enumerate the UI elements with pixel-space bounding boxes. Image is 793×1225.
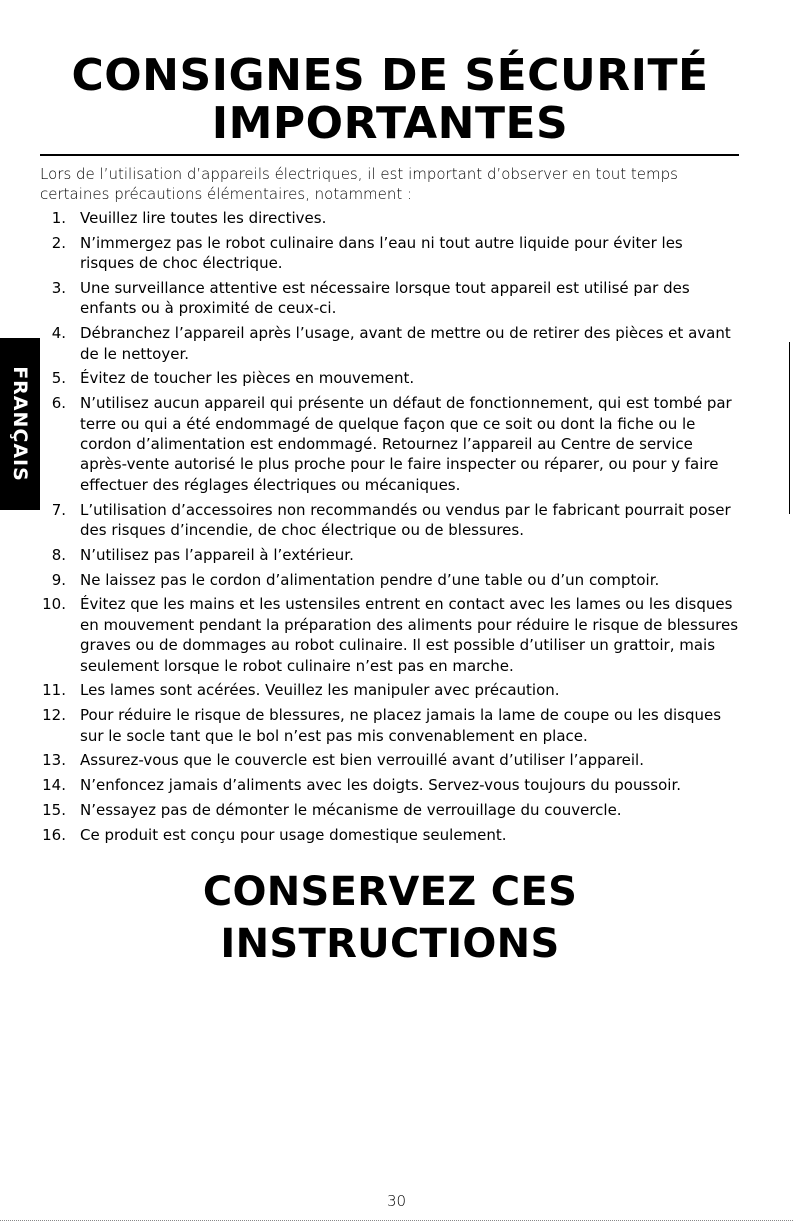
item-text: N’utilisez pas l’appareil à l’extérieur.	[80, 545, 354, 564]
list-item	[40, 775, 740, 795]
item-text: Les lames sont acérées. Veuillez les manipuler avec précaution.	[80, 681, 560, 700]
item-text: Évitez de toucher les pièces en mouvement.	[80, 369, 415, 388]
item-number: 12.	[42, 706, 66, 725]
title-divider	[40, 154, 739, 156]
list-item	[40, 570, 740, 590]
item-number: 4.	[51, 324, 66, 343]
page-title	[40, 52, 740, 148]
language-tab	[0, 338, 40, 510]
list-item	[40, 500, 740, 541]
list-item	[40, 323, 740, 364]
item-text: Débranchez l’appareil après l’usage, avant de mettre ou de retirer des pièces et avant de le nettoyer.	[80, 324, 731, 363]
list-item	[40, 705, 740, 746]
item-number: 5.	[51, 369, 66, 388]
list-item	[40, 594, 740, 676]
item-text: Une surveillance attentive est nécessaire lorsque tout appareil est utilisé par des enfants ou à proximité de ceux-ci.	[80, 279, 690, 318]
page-title-line-2: IMPORTANTES	[211, 98, 569, 149]
list-item	[40, 368, 740, 388]
item-number: 10.	[42, 595, 66, 614]
item-number: 2.	[51, 233, 66, 252]
item-number: 15.	[42, 801, 66, 820]
item-number: 6.	[51, 394, 66, 413]
list-item	[40, 800, 740, 820]
list-item	[40, 393, 740, 495]
item-number: 1.	[51, 209, 66, 227]
page-number: 30	[386, 1192, 407, 1210]
list-item	[40, 825, 740, 845]
list-item	[40, 680, 740, 700]
item-number: 14.	[42, 776, 66, 795]
item-text: Évitez que les mains et les ustensiles entrent en contact avec les lames ou les disques en mouvement pendant la préparation des aliments pour réduire le risque de blessures graves ou de dommages au robot culinaire. Il est possible d’utiliser un grattoir, mais seulement lorsque le robot culinaire n’est pas en marche.	[80, 595, 739, 675]
item-number: 16.	[42, 825, 66, 844]
item-text: Ce produit est conçu pour usage domestique seulement.	[80, 825, 507, 844]
intro-paragraph: Lors de l’utilisation d’appareils électriques, il est important d’observer en tout temps certaines précautions élémentaires, notamment :	[40, 165, 678, 203]
item-text: N’essayez pas de démonter le mécanisme de verrouillage du couvercle.	[80, 801, 622, 820]
item-number: 7.	[51, 500, 66, 519]
item-text: Assurez-vous que le couvercle est bien verrouillé avant d’utiliser l’appareil.	[80, 751, 644, 770]
edge-marker	[789, 342, 790, 514]
page-title-line-1: CONSIGNES DE SÉCURITÉ	[71, 50, 709, 101]
item-text: Pour réduire le risque de blessures, ne placez jamais la lame de coupe ou les disques sur le socle tant que le bol n’est pas mis convenablement en place.	[80, 706, 722, 745]
closing-heading: CONSERVEZ CES INSTRUCTIONS	[202, 869, 578, 967]
item-number: 13.	[42, 751, 66, 770]
item-text: Ne laissez pas le cordon d’alimentation pendre d’une table ou d’un comptoir.	[80, 570, 660, 589]
item-text: N’immergez pas le robot culinaire dans l’eau ni tout autre liquide pour éviter les risques de choc électrique.	[80, 233, 683, 273]
language-tab-label: FRANÇAIS	[9, 366, 31, 482]
item-text: Veuillez lire toutes les directives.	[80, 209, 327, 227]
item-text: L’utilisation d’accessoires non recommandés ou vendus par le fabricant pourrait poser des risques d’incendie, de choc électrique ou de blessures.	[80, 500, 731, 540]
safety-instructions-list	[40, 208, 740, 850]
list-item	[40, 545, 740, 565]
list-item	[40, 233, 740, 274]
item-number: 3.	[51, 279, 66, 297]
page-bottom-rule	[0, 1220, 793, 1221]
item-number: 9.	[51, 570, 66, 589]
item-text: N’utilisez aucun appareil qui présente un défaut de fonctionnement, qui est tombé par terre ou qui a été endommagé de quelque façon que ce soit ou dont la fiche ou le cordon d’alimentation est endommagé. Retournez l’appareil au Centre de service après-vente autorisé le plus proche pour le faire inspecter ou réparer, ou pour y faire effectuer des réglages électriques ou mécaniques.	[80, 394, 732, 494]
item-text: N’enfoncez jamais d’aliments avec les doigts. Servez-vous toujours du poussoir.	[80, 776, 682, 795]
item-number: 8.	[51, 545, 66, 564]
list-item	[40, 750, 740, 770]
item-number: 11.	[42, 681, 66, 700]
list-item	[40, 208, 740, 228]
list-item	[40, 278, 740, 319]
